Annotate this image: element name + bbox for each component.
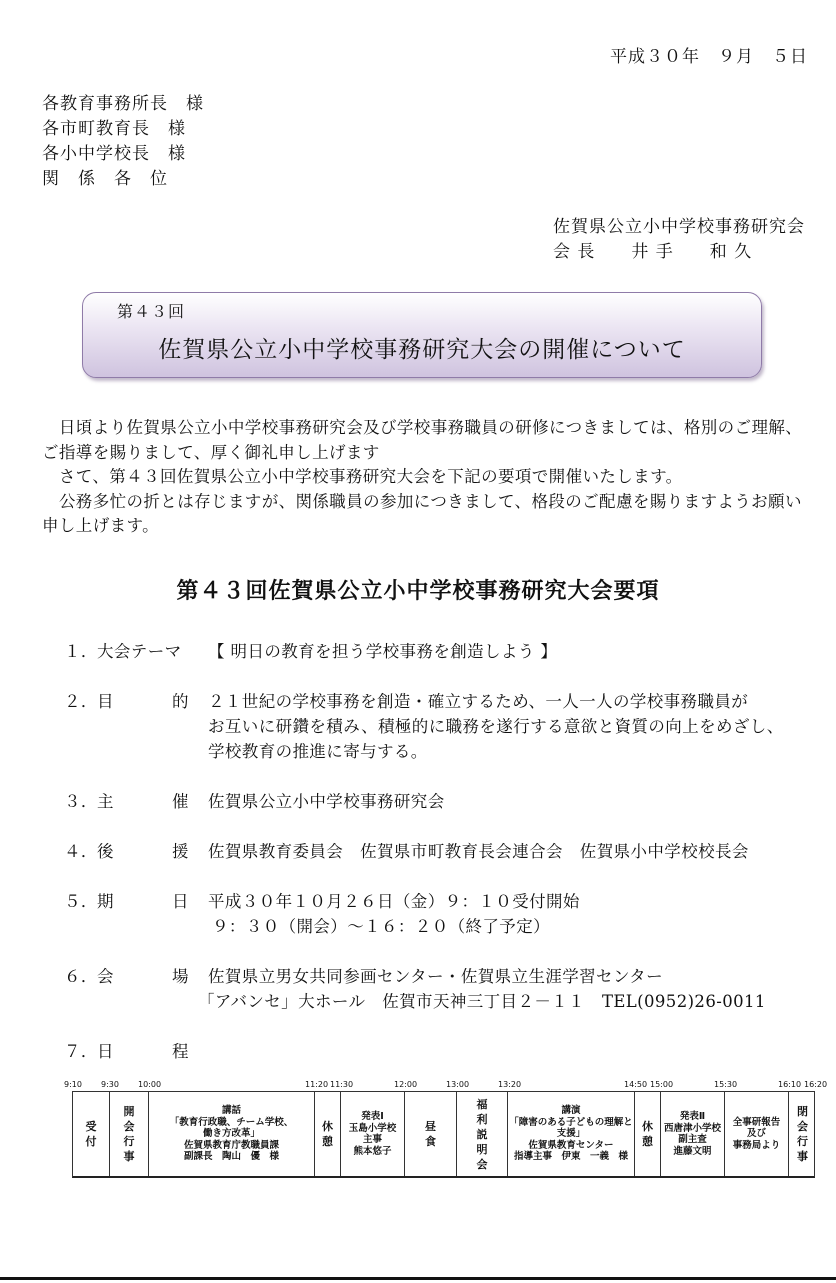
- title-edition: 第４３回: [117, 302, 186, 321]
- document-title: 佐賀県公立小中学校事務研究大会の開催について: [158, 337, 686, 363]
- schedule-segment: [149, 1092, 315, 1176]
- item-purpose: [0, 690, 836, 765]
- schedule-segment: [341, 1092, 405, 1176]
- item-number: ７．: [64, 1042, 98, 1061]
- item-venue: [0, 965, 836, 1015]
- sender-organization: 佐賀県公立小中学校事務研究会: [553, 217, 805, 237]
- schedule-segment: [315, 1092, 341, 1176]
- title-box: [82, 292, 762, 378]
- recipient-list: [42, 92, 204, 192]
- item-value: 佐賀県公立小中学校事務研究会: [208, 792, 445, 811]
- segment-label: 閉会行事: [797, 1105, 808, 1163]
- schedule-time: 16:20: [804, 1080, 828, 1089]
- schedule-segment: [405, 1092, 457, 1176]
- item-date: [0, 890, 836, 940]
- schedule-segment: [457, 1092, 508, 1176]
- segment-label: 発表Ⅱ 西唐津小学校 副主査 進藤文明: [663, 1111, 721, 1157]
- item-label: 日: [97, 1042, 114, 1061]
- item-number: ２．: [64, 692, 98, 711]
- schedule-time: 14:50: [624, 1080, 648, 1089]
- page-bottom-rule: [0, 1277, 836, 1280]
- item-label: 大会テーマ: [97, 642, 182, 661]
- schedule-segment: [661, 1092, 725, 1176]
- item-number: １．: [64, 642, 98, 661]
- schedule-table: [72, 1091, 815, 1178]
- item-label: 後: [97, 842, 114, 861]
- schedule-time: 13:00: [446, 1080, 470, 1089]
- schedule-segment: [635, 1092, 661, 1176]
- intro-paragraph: 公務多忙の折とは存じますが、関係職員の参加につきまして、格段のご配慮を賜りますようお願い申し上げます。: [42, 491, 802, 535]
- intro-text: [42, 416, 817, 539]
- segment-label: 受付: [85, 1120, 97, 1148]
- item-value-line2: 「アバンセ」大ホール 佐賀市天神三丁目２－１１ TEL(0952)26-0011: [198, 992, 766, 1011]
- recipient: 各市町教育長 様: [42, 119, 186, 139]
- item-value: ２１世紀の学校事務を創造・確立するため、一人一人の学校事務職員が: [208, 692, 749, 711]
- schedule-segment: [110, 1092, 149, 1176]
- schedule-time: 16:10: [778, 1080, 802, 1089]
- item-number: ３．: [64, 792, 98, 811]
- recipient: 各教育事務所長 様: [42, 94, 204, 114]
- item-value: 佐賀県教育委員会 佐賀県市町教育長会連合会 佐賀県小中学校校長会: [208, 842, 749, 861]
- schedule-time: 11:20: [305, 1080, 329, 1089]
- recipient: 関 係 各 位: [42, 169, 168, 189]
- intro-paragraph: 日頃より佐賀県公立小中学校事務研究会及び学校事務職員の研修につきましては、格別のご理解、ご指導を賜りまして、厚く御礼申し上げます: [42, 418, 803, 462]
- item-number: ４．: [64, 842, 98, 861]
- segment-label: 発表Ⅰ 玉島小学校 主事 熊本悠子: [348, 1111, 397, 1157]
- item-value: 佐賀県立男女共同参画センター・佐賀県立生涯学習センター: [208, 967, 663, 986]
- segment-label: 全事研報告 及び 事務局より: [732, 1116, 781, 1151]
- schedule-time: 15:30: [714, 1080, 738, 1089]
- item-label-2: 日: [172, 892, 189, 911]
- schedule-segment: [789, 1092, 816, 1176]
- schedule-time: 10:00: [138, 1080, 162, 1089]
- schedule-time: 9:10: [64, 1080, 82, 1089]
- item-value-line3: 学校教育の推進に寄与する。: [208, 742, 428, 761]
- segment-label: 講話 「教育行政職、チーム学校、 働き方改革」 佐賀県教育庁教職員課 副課長 陶山 優 様: [169, 1105, 294, 1163]
- item-label: 主: [97, 792, 114, 811]
- segment-label: 開会行事: [123, 1105, 135, 1163]
- item-label-2: 催: [172, 792, 189, 811]
- item-number: ５．: [64, 892, 98, 911]
- item-value-line2: お互いに研鑽を積み、積極的に職務を遂行する意欲と資質の向上をめざし、: [208, 717, 784, 736]
- item-label-2: 程: [172, 1042, 189, 1061]
- segment-label: 昼食: [425, 1120, 436, 1148]
- schedule-time: 12:00: [394, 1080, 418, 1089]
- schedule-time: 11:30: [330, 1080, 354, 1089]
- segment-label: 講演 「障害のある子どもの理解と 支援」 佐賀県教育センター 指導主事 伊東 一義 様: [509, 1105, 633, 1163]
- document-date: 平成３０年 ９月 ５日: [610, 47, 808, 67]
- section-heading: 第４３回佐賀県公立小中学校事務研究大会要項: [176, 579, 660, 604]
- schedule-time: 15:00: [650, 1080, 674, 1089]
- sender-title: 会 長 井 手 和 久: [553, 242, 753, 262]
- item-label: 目: [97, 692, 114, 711]
- item-number: ６．: [64, 967, 98, 986]
- item-value: 【 明日の教育を担う学校事務を創造しよう 】: [208, 642, 558, 661]
- segment-label: 休憩: [642, 1120, 653, 1148]
- item-label: 会: [97, 967, 114, 986]
- segment-label: 休憩: [322, 1120, 333, 1148]
- item-label-2: 場: [172, 967, 189, 986]
- schedule-segment: [508, 1092, 635, 1176]
- item-value-line2: ９：３０（開会）～１６：２０（終了予定）: [212, 917, 550, 936]
- item-value: 平成３０年１０月２６日（金）９：１０受付開始: [208, 892, 580, 911]
- segment-label: 福利説明会: [476, 1097, 488, 1171]
- schedule-segment: [725, 1092, 789, 1176]
- item-label-2: 援: [172, 842, 189, 861]
- item-label-2: 的: [172, 692, 189, 711]
- recipient: 各小中学校長 様: [42, 144, 186, 164]
- schedule-segment: [73, 1092, 110, 1176]
- schedule-time: 9:30: [101, 1080, 119, 1089]
- sender-block: [553, 215, 805, 265]
- item-label: 期: [97, 892, 114, 911]
- intro-paragraph: さて、第４３回佐賀県公立小中学校事務研究大会を下記の要項で開催いたします。: [42, 467, 683, 486]
- schedule-time: 13:20: [498, 1080, 522, 1089]
